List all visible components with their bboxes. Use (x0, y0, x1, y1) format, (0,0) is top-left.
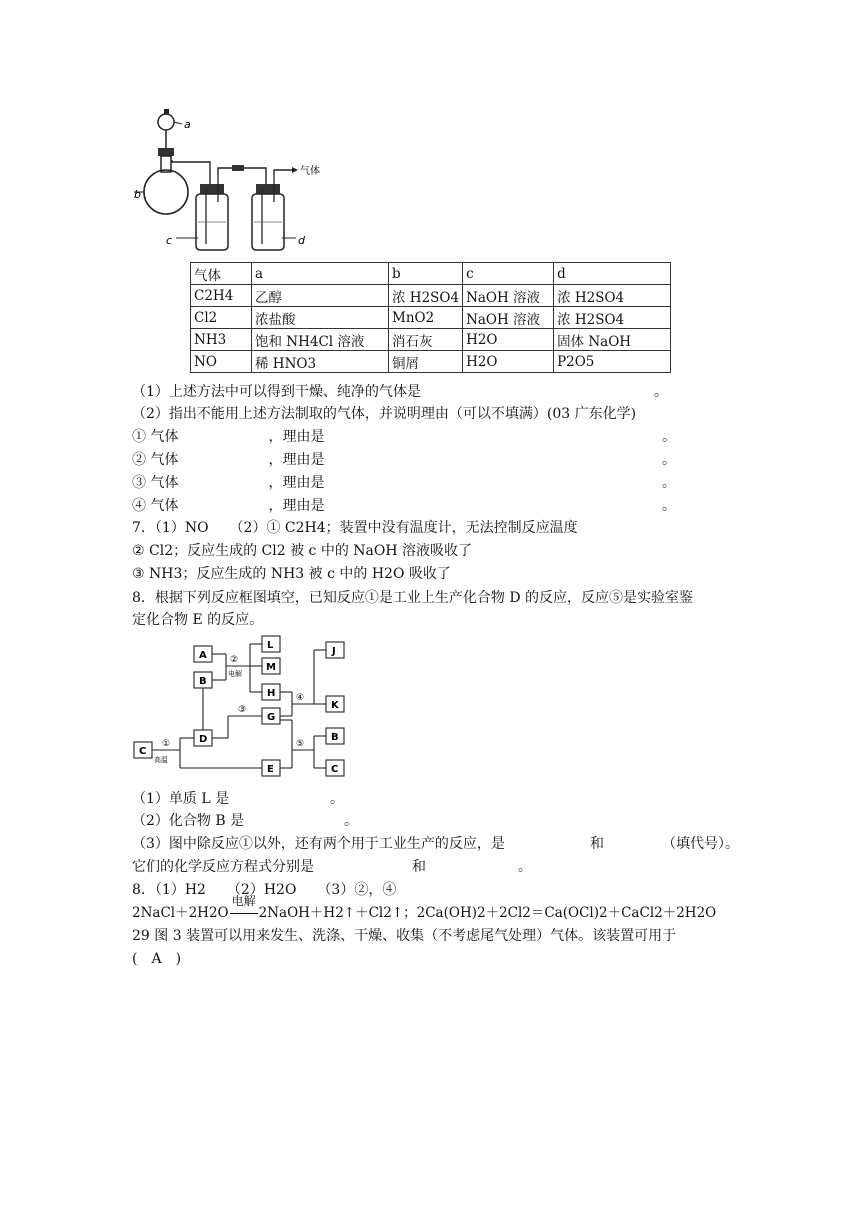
label-c: c (166, 234, 173, 247)
q8-sub2: （2）化合物 B 是 (132, 813, 245, 829)
equation-condition: 电解 (231, 894, 256, 908)
q7-blank-row (132, 473, 324, 493)
box-C: C (139, 746, 147, 757)
box-K: K (331, 700, 339, 711)
q8-sub1-period: 。 (330, 791, 344, 807)
table-cell: NO (191, 351, 252, 373)
q8-answer-line: 8．（1）H2 （2）H2O （3）②，④ (132, 882, 397, 898)
q7-answer-line: ③ NH3；反应生成的 NH3 被 c 中的 H2O 吸收了 (132, 566, 451, 582)
table-header-cell: c (463, 263, 554, 285)
blank-reason-label: ，理由是 (268, 452, 325, 468)
table-cell: NaOH 溶液 (463, 285, 554, 307)
gas-outlet-label: 气体 (300, 166, 320, 177)
blank-gas-label: 气体 (150, 498, 179, 514)
q29-answer: ( A ) (132, 951, 182, 967)
table-cell: 铜屑 (389, 351, 463, 373)
blank-num: ② (132, 452, 146, 468)
q8-sub3-equations-and: 和 (412, 859, 426, 875)
table-header-cell: b (389, 263, 463, 285)
q8-sub3-tail: （填代号）。 (662, 836, 739, 852)
box-L: L (267, 640, 274, 651)
blank-num: ④ (132, 498, 146, 514)
q8-sub3-equations-period: 。 (518, 859, 532, 875)
q8-answer-equation (132, 894, 717, 923)
q8-sub3: （3）图中除反应①以外，还有两个用于工业生产的反应，是 (132, 836, 505, 852)
q7-blank-row (132, 450, 324, 470)
q7-part1-period: 。 (654, 384, 668, 400)
q7-answer-line: 7．（1）NO （2）① C2H4；装置中没有温度计，无法控制反应温度 (132, 520, 578, 536)
box-C-product: C (331, 764, 339, 775)
table-header-cell: 气体 (191, 263, 252, 285)
table-cell: 稀 HNO3 (252, 351, 389, 373)
table-cell: NaOH 溶液 (463, 307, 554, 329)
box-B-product: B (331, 732, 339, 743)
reagent-table (190, 262, 671, 373)
table-cell: 浓 H2SO4 (554, 285, 671, 307)
blank-row-period: 。 (662, 498, 676, 514)
table-cell: P2O5 (554, 351, 671, 373)
equation-left: 2NaCl＋2H2O (132, 905, 229, 921)
blank-num: ① (132, 429, 146, 445)
q7-blank-row (132, 496, 324, 516)
table-cell: 乙醇 (252, 285, 389, 307)
q8-sub3-equations: 它们的化学反应方程式分别是 (132, 859, 314, 875)
table-cell: 固体 NaOH (554, 329, 671, 351)
q8-intro: 定化合物 E 的反应。 (132, 612, 264, 628)
table-cell: MnO2 (389, 307, 463, 329)
label-a: a (184, 118, 191, 131)
table-cell: Cl2 (191, 307, 252, 329)
blank-num: ③ (132, 475, 146, 491)
table-cell: C2H4 (191, 285, 252, 307)
label-b: b (134, 188, 141, 201)
reaction-1-marker: ① (162, 739, 171, 749)
blank-row-period: 。 (662, 452, 676, 468)
reaction-3-marker: ③ (238, 705, 247, 715)
reaction-flow-diagram (130, 632, 362, 782)
label-d: d (298, 234, 305, 247)
q7-answer-line: ② Cl2；反应生成的 Cl2 被 c 中的 NaOH 溶液吸收了 (132, 543, 473, 559)
table-header-cell: d (554, 263, 671, 285)
equation-right: 2NaOH＋H2↑＋Cl2↑；2Ca(OH)2＋2Cl2＝Ca(OCl)2＋CaCl2＋2H2O (258, 905, 717, 921)
q7-blank-row (132, 427, 324, 447)
table-header-row (191, 263, 671, 285)
box-A: A (199, 650, 207, 661)
reaction-1-condition: 高温 (154, 756, 168, 764)
table-row (191, 285, 671, 307)
table-cell: NH3 (191, 329, 252, 351)
box-B: B (199, 676, 207, 687)
table-cell: 浓 H2SO4 (389, 285, 463, 307)
q29-text: 29 图 3 装置可以用来发生、洗涤、干燥、收集（不考虑尾气处理）气体。该装置可用于 (132, 928, 677, 944)
blank-reason-label: ，理由是 (268, 429, 325, 445)
table-cell: 消石灰 (389, 329, 463, 351)
blank-reason-label: ，理由是 (268, 475, 325, 491)
blank-gas-label: 气体 (150, 475, 179, 491)
reaction-4-marker: ④ (296, 693, 305, 703)
blank-gas-label: 气体 (150, 429, 179, 445)
table-cell: H2O (463, 329, 554, 351)
reaction-2-marker: ② (230, 655, 239, 665)
table-row (191, 329, 671, 351)
q8-sub1: （1）单质 L 是 (132, 791, 230, 807)
blank-row-period: 。 (662, 429, 676, 445)
gas-apparatus-figure (128, 104, 328, 254)
q8-sub2-period: 。 (344, 813, 358, 829)
table-row (191, 351, 671, 373)
reaction-5-marker: ⑤ (296, 739, 305, 749)
table-cell: 浓 H2SO4 (554, 307, 671, 329)
table-header-cell: a (252, 263, 389, 285)
table-row (191, 307, 671, 329)
box-J: J (332, 646, 336, 657)
box-E: E (267, 764, 274, 775)
blank-gas-label: 气体 (150, 452, 179, 468)
q8-sub3-and: 和 (590, 836, 604, 852)
blank-row-period: 。 (662, 475, 676, 491)
box-D: D (199, 734, 208, 745)
table-cell: H2O (463, 351, 554, 373)
table-cell: 浓盐酸 (252, 307, 389, 329)
q8-intro: 8．根据下列反应框图填空，已知反应①是工业上生产化合物 D 的反应，反应⑤是实验室鉴 (132, 590, 694, 606)
reaction-2-condition: 电解 (228, 670, 242, 678)
box-G: G (267, 712, 276, 723)
blank-reason-label: ，理由是 (268, 498, 325, 514)
q7-part2: （2）指出不能用上述方法制取的气体，并说明理由（可以不填满）(03 广东化学) (132, 406, 637, 422)
table-cell: 饱和 NH4Cl 溶液 (252, 329, 389, 351)
q7-part1: （1）上述方法中可以得到干燥、纯净的气体是 (132, 384, 421, 400)
box-H: H (267, 688, 276, 699)
box-M: M (266, 662, 276, 673)
